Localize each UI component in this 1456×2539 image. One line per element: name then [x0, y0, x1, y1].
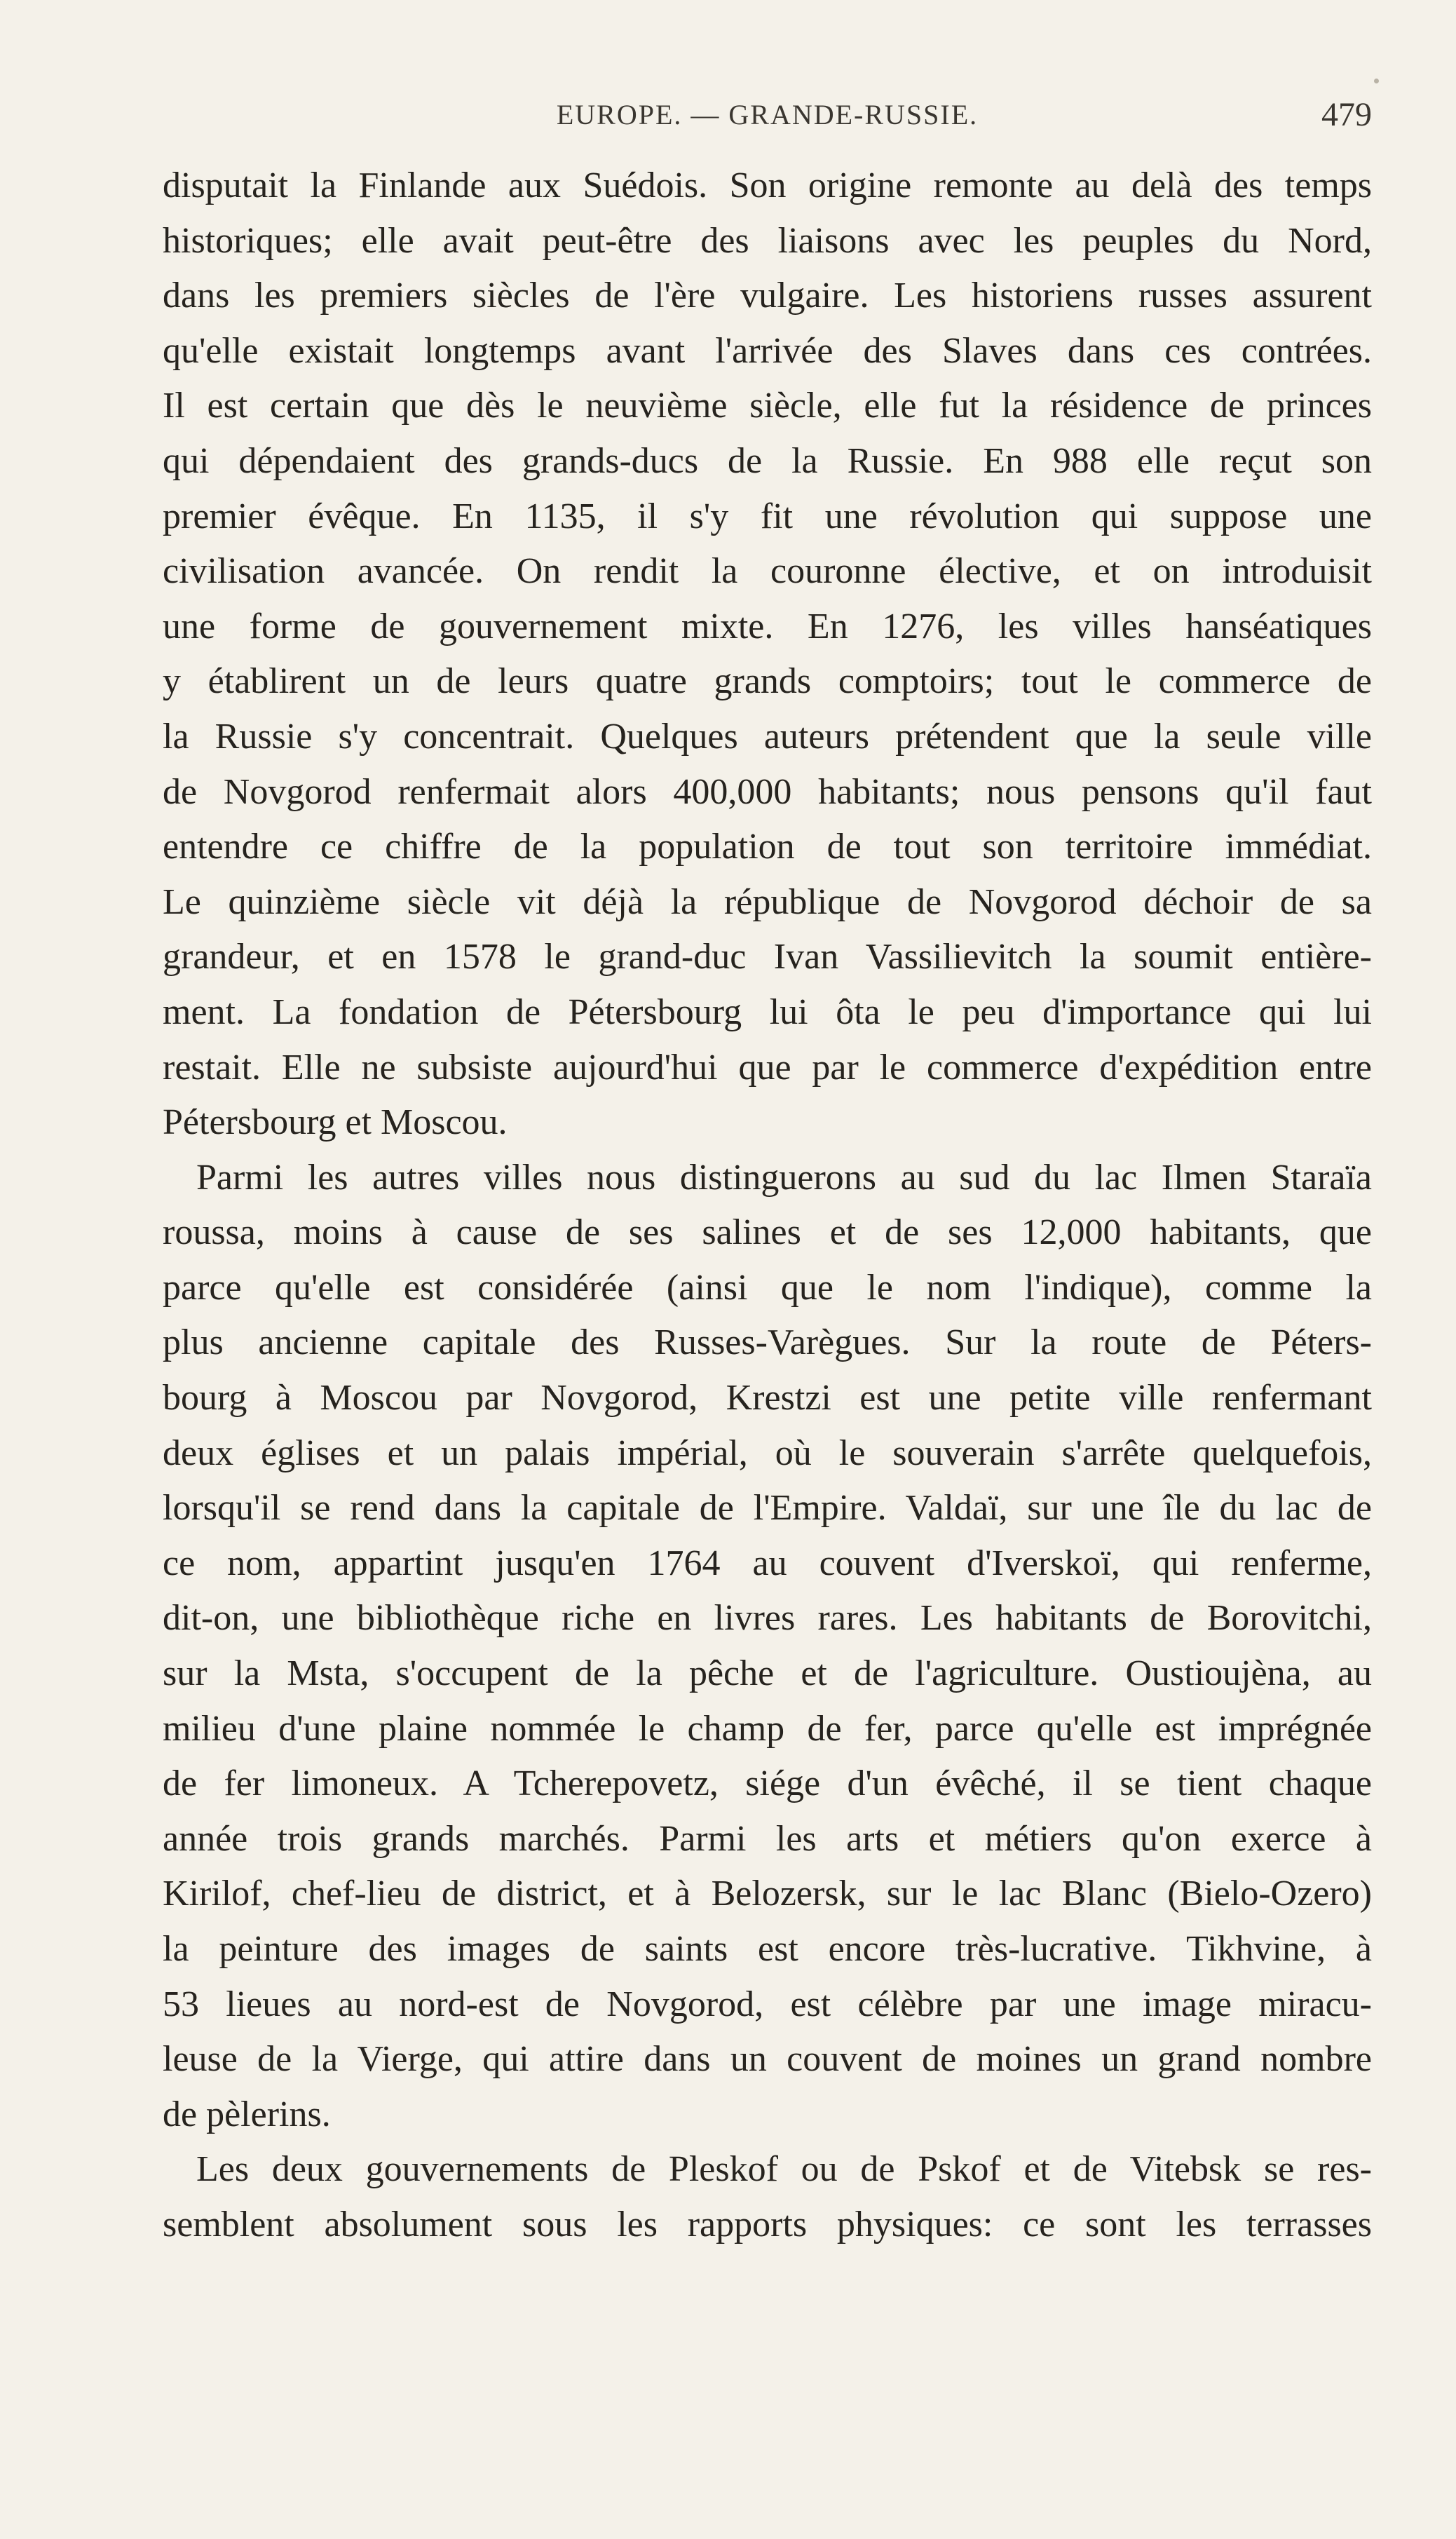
text-line: la peinture des images de saints est encore très-lucrative. Tikhvine, à [163, 1929, 1372, 1969]
text-line: disputait la Finlande aux Suédois. Son origine remonte au delà des temps [163, 165, 1372, 205]
text-line: de fer limoneux. A Tcherepovetz, siége d'un évêché, il se tient chaque [163, 1763, 1372, 1804]
text-line: lorsqu'il se rend dans la capitale de l'Empire. Valdaï, sur une île du lac de [163, 1488, 1372, 1529]
running-head [163, 98, 1372, 140]
text-line: une forme de gouvernement mixte. En 1276, les villes hanséatiques [163, 606, 1372, 646]
text-line: y établirent un de leurs quatre grands comptoirs; tout le commerce de [163, 661, 1372, 702]
page-speck [1374, 79, 1379, 83]
text-line: entendre ce chiffre de la population de tout son territoire immédiat. [163, 827, 1372, 867]
text-line: 53 lieues au nord-est de Novgorod, est célèbre par une image miracu- [163, 1984, 1372, 2024]
text-line: civilisation avancée. On rendit la couronne élective, et on introduisit [163, 551, 1372, 592]
text-line: Kirilof, chef-lieu de district, et à Belozersk, sur le lac Blanc (Bielo-Ozero) [163, 1874, 1372, 1914]
body-text [163, 158, 1372, 2253]
text-line: Parmi les autres villes nous distinguerons au sud du lac Ilmen Staraïa [196, 1157, 1372, 1198]
text-line: Il est certain que dès le neuvième siècle, elle fut la résidence de princes [163, 386, 1372, 426]
text-line: semblent absolument sous les rapports physiques: ce sont les terrasses [163, 2204, 1372, 2245]
text-line: qu'elle existait longtemps avant l'arrivée des Slaves dans ces contrées. [163, 330, 1372, 371]
text-line: roussa, moins à cause de ses salines et de ses 12,000 habitants, que [163, 1212, 1372, 1253]
text-line: qui dépendaient des grands-ducs de la Russie. En 988 elle reçut son [163, 440, 1372, 481]
text-line: ce nom, appartint jusqu'en 1764 au couvent d'Iverskoï, qui renferme, [163, 1543, 1372, 1583]
text-line: parce qu'elle est considérée (ainsi que le nom l'indique), comme la [163, 1267, 1372, 1308]
text-line: grandeur, et en 1578 le grand-duc Ivan Vassilievitch la soumit entière- [163, 937, 1372, 977]
text-line: historiques; elle avait peut-être des liaisons avec les peuples du Nord, [163, 220, 1372, 261]
text-line: dit-on, une bibliothèque riche en livres rares. Les habitants de Borovitchi, [163, 1598, 1372, 1639]
page-number: 479 [1321, 96, 1372, 133]
text-line: de Novgorod renfermait alors 400,000 habitants; nous pensons qu'il faut [163, 771, 1372, 812]
text-line: plus ancienne capitale des Russes-Varègues. Sur la route de Péters- [163, 1322, 1372, 1363]
text-line: la Russie s'y concentrait. Quelques auteurs prétendent que la seule ville [163, 716, 1372, 757]
text-line: de pèlerins. [163, 2094, 331, 2134]
text-line: premier évêque. En 1135, il s'y fit une révolution qui suppose une [163, 496, 1372, 536]
text-line: sur la Msta, s'occupent de la pêche et de l'agriculture. Oustioujèna, au [163, 1653, 1372, 1694]
text-line: Le quinzième siècle vit déjà la république de Novgorod déchoir de sa [163, 881, 1372, 922]
text-line: Les deux gouvernements de Pleskof ou de Pskof et de Vitebsk se res- [196, 2149, 1372, 2190]
text-line: dans les premiers siècles de l'ère vulgaire. Les historiens russes assurent [163, 276, 1372, 316]
text-line: restait. Elle ne subsiste aujourd'hui que par le commerce d'expédition entre [163, 1047, 1372, 1088]
text-line: milieu d'une plaine nommée le champ de fer, parce qu'elle est imprégnée [163, 1708, 1372, 1749]
text-line: deux églises et un palais impérial, où le souverain s'arrête quelquefois, [163, 1433, 1372, 1473]
running-head-title: EUROPE. — GRANDE-RUSSIE. [556, 99, 979, 130]
text-line: ment. La fondation de Pétersbourg lui ôta le peu d'importance qui lui [163, 991, 1372, 1032]
text-line: année trois grands marchés. Parmi les arts et métiers qu'on exerce à [163, 1818, 1372, 1859]
text-line: Pétersbourg et Moscou. [163, 1102, 508, 1143]
text-line: leuse de la Vierge, qui attire dans un couvent de moines un grand nombre [163, 2039, 1372, 2080]
text-line: bourg à Moscou par Novgorod, Krestzi est une petite ville renfermant [163, 1378, 1372, 1419]
